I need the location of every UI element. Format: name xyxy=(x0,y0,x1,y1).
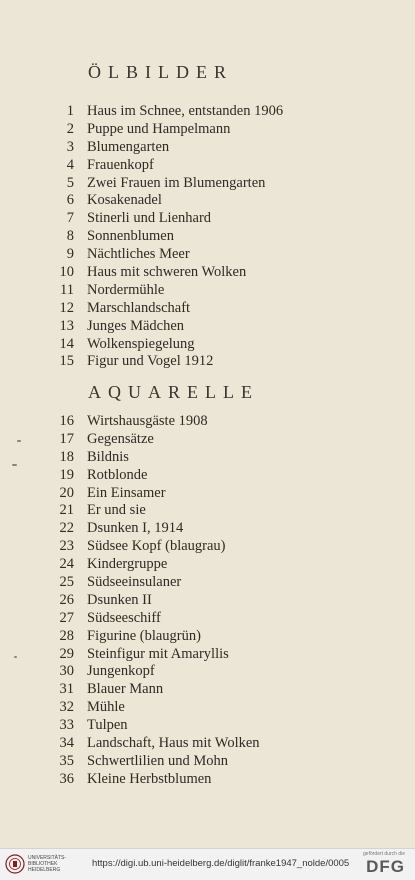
list-item xyxy=(0,556,415,574)
funder-block xyxy=(363,851,405,876)
list-item xyxy=(0,646,415,664)
artwork-title: Er und sie xyxy=(87,502,146,519)
item-number: 31 xyxy=(59,681,74,698)
list-item xyxy=(0,431,415,449)
list-item xyxy=(0,175,415,193)
item-number: 33 xyxy=(59,717,74,734)
list-item xyxy=(0,628,415,646)
list-item xyxy=(0,336,415,354)
margin-mark xyxy=(14,656,17,658)
artwork-title: Steinfigur mit Amaryllis xyxy=(87,645,229,662)
artwork-title: Gegensätze xyxy=(87,430,154,447)
artwork-title: Kindergruppe xyxy=(87,556,168,573)
aquarelle-list xyxy=(0,413,415,789)
artwork-title: Kleine Herbstblumen xyxy=(87,770,212,787)
item-number: 12 xyxy=(59,299,74,316)
item-number: 1 xyxy=(66,103,74,119)
item-number: 11 xyxy=(60,281,74,298)
item-number: 35 xyxy=(59,752,74,769)
list-item xyxy=(0,681,415,699)
list-item xyxy=(0,574,415,592)
list-item xyxy=(0,735,415,753)
item-number: 21 xyxy=(59,502,74,519)
artwork-title: Bildnis xyxy=(87,448,129,465)
artwork-title: Tulpen xyxy=(87,717,128,734)
artwork-title: Wirtshausgäste 1908 xyxy=(87,413,208,429)
artwork-title: Figur und Vogel 1912 xyxy=(87,353,214,370)
item-number: 5 xyxy=(66,174,74,191)
viewer-footer xyxy=(0,848,415,880)
list-item xyxy=(0,228,415,246)
item-number: 10 xyxy=(59,264,74,281)
item-number: 8 xyxy=(66,228,74,245)
artwork-title: Mühle xyxy=(87,699,125,716)
item-number: 18 xyxy=(59,448,74,465)
list-item xyxy=(0,318,415,336)
list-item xyxy=(0,282,415,300)
artwork-title: Stinerli und Lienhard xyxy=(87,210,212,227)
artwork-title: Figurine (blaugrün) xyxy=(87,627,201,644)
list-item xyxy=(0,485,415,503)
margin-mark xyxy=(12,464,17,466)
artwork-title: Ein Einsamer xyxy=(87,484,166,501)
item-number: 26 xyxy=(59,591,74,608)
artwork-title: Blumengarten xyxy=(87,138,170,155)
university-seal-icon xyxy=(5,854,25,874)
item-number: 34 xyxy=(59,735,74,752)
list-item xyxy=(0,717,415,735)
item-number: 6 xyxy=(66,192,74,209)
artwork-title: Südsee Kopf (blaugrau) xyxy=(87,538,226,555)
artwork-title: Wolkenspiegelung xyxy=(87,335,195,352)
funding-note: gefördert durch die xyxy=(363,851,405,857)
list-item xyxy=(0,139,415,157)
item-number: 23 xyxy=(59,538,74,555)
item-number: 24 xyxy=(59,556,74,573)
item-number: 9 xyxy=(66,246,74,263)
artwork-title: Südseeschiff xyxy=(87,609,161,626)
list-item xyxy=(0,753,415,771)
artwork-title: Landschaft, Haus mit Wolken xyxy=(87,735,260,752)
list-item xyxy=(0,467,415,485)
artwork-title: Dsunken I, 1914 xyxy=(87,520,184,537)
item-number: 14 xyxy=(59,335,74,352)
dfg-logo[interactable]: DFG xyxy=(366,857,405,876)
list-item xyxy=(0,210,415,228)
list-item xyxy=(0,538,415,556)
item-number: 3 xyxy=(66,138,74,155)
list-item xyxy=(0,699,415,717)
artwork-title: Schwertlilien und Mohn xyxy=(87,752,228,769)
item-number: 25 xyxy=(59,574,74,591)
list-item xyxy=(0,353,415,371)
item-number: 17 xyxy=(59,430,74,447)
list-item xyxy=(0,300,415,318)
list-item xyxy=(0,157,415,175)
list-item xyxy=(0,520,415,538)
item-number: 36 xyxy=(59,770,74,787)
artwork-title: Haus im Schnee, entstanden 1906 xyxy=(87,103,284,119)
section-heading-oelbilder: ÖLBILDER xyxy=(88,62,233,82)
artwork-title: Zwei Frauen im Blumengarten xyxy=(87,174,266,191)
list-item xyxy=(0,246,415,264)
item-number: 15 xyxy=(59,353,74,370)
item-number: 19 xyxy=(59,466,74,483)
artwork-title: Nächtliches Meer xyxy=(87,246,190,263)
artwork-title: Südseeinsulaner xyxy=(87,574,182,591)
artwork-title: Blauer Mann xyxy=(87,681,164,698)
library-logo-text: UNIVERSITÄTS- BIBLIOTHEK HEIDELBERG xyxy=(28,855,67,873)
list-item xyxy=(0,502,415,520)
artwork-title: Puppe und Hampelmann xyxy=(87,120,231,137)
list-item xyxy=(0,264,415,282)
section-heading-aquarelle: AQUARELLE xyxy=(88,382,259,402)
item-number: 13 xyxy=(59,317,74,334)
artwork-title: Nordermühle xyxy=(87,281,165,298)
item-number: 29 xyxy=(59,645,74,662)
item-number: 28 xyxy=(59,627,74,644)
list-item xyxy=(0,413,415,431)
list-item xyxy=(0,192,415,210)
list-item xyxy=(0,771,415,789)
item-number: 4 xyxy=(66,156,74,173)
list-item xyxy=(0,592,415,610)
item-number: 2 xyxy=(66,120,74,137)
artwork-title: Rotblonde xyxy=(87,466,148,483)
list-item xyxy=(0,103,415,121)
oelbilder-list xyxy=(0,103,415,371)
list-item xyxy=(0,610,415,628)
item-number: 20 xyxy=(59,484,74,501)
item-number: 27 xyxy=(59,609,74,626)
artwork-title: Jungenkopf xyxy=(87,663,155,680)
permalink-url[interactable]: https://digi.ub.uni-heidelberg.de/diglit/franke1947_nolde/0005 xyxy=(92,858,350,869)
item-number: 22 xyxy=(59,520,74,537)
item-number: 32 xyxy=(59,699,74,716)
artwork-title: Haus mit schweren Wolken xyxy=(87,264,247,281)
margin-mark xyxy=(17,440,21,442)
artwork-title: Kosakenadel xyxy=(87,192,162,209)
artwork-title: Junges Mädchen xyxy=(87,317,185,334)
item-number: 7 xyxy=(66,210,74,227)
artwork-title: Marschlandschaft xyxy=(87,299,191,316)
artwork-title: Dsunken II xyxy=(87,591,152,608)
artwork-title: Sonnenblumen xyxy=(87,228,174,245)
list-item xyxy=(0,449,415,467)
list-item xyxy=(0,663,415,681)
list-item xyxy=(0,121,415,139)
item-number: 30 xyxy=(59,663,74,680)
item-number: 16 xyxy=(59,413,74,429)
artwork-title: Frauenkopf xyxy=(87,156,154,173)
